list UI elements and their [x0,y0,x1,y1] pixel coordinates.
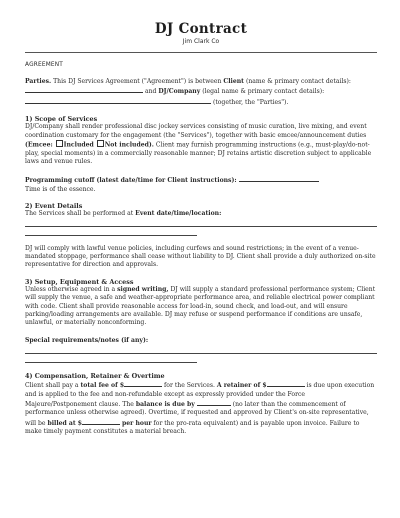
event-heading: 2) Event Details [25,201,83,210]
programming-cutoff [25,175,377,194]
compensation-text: Client shall pay a [25,382,79,390]
parties-text-2: (name & primary contact details): [245,78,351,85]
event-details-label: Event date/time/location: [135,210,222,218]
setup-text-2: DJ will supply a standard professional performance system; Client will supply the venue, a safe and weather-appropriate performance area, and reliable electrical power compliant with code. Client shall provide reasonable access for load-in, sound check, and load-out, and will ensure parking/loading arrangements are available. DJ may refuse or suspend performance if conditions are unsafe, unlawful, or materially nonconforming. [25,286,376,327]
not-included-label: Not included). [104,141,154,149]
compensation-text-5: for the pro-rata equivalent) and is payable upon invoice. Failure to make timely payment constitutes a material breach. [25,419,360,435]
billed-at-label: billed at $ [47,419,83,427]
special-requirements-label: Special requirements/notes (if any): [25,336,149,344]
retainer-label: A retainer of $ [216,382,267,390]
signed-writing-term: signed writing, [117,286,169,294]
event-details-line-1[interactable] [25,226,377,227]
company-subtitle: Jim Clark Co [182,38,220,45]
scope-heading: 1) Scope of Services [25,114,98,123]
company-term: DJ/Company [158,88,201,96]
balance-due-field[interactable] [197,399,231,406]
special-requirements [25,337,377,345]
client-term: Client [223,78,244,85]
agreement-label: AGREEMENT [25,62,64,68]
scope-paragraph [25,123,377,166]
programming-label: Programming cutoff (latest date/time for Client instructions): [25,177,237,185]
event-paragraph [25,210,377,218]
parties-and: and [144,88,157,96]
parties-paragraph [25,78,377,107]
programming-cutoff-field[interactable] [239,175,319,182]
total-fee-label: total fee of $ [80,382,125,390]
compensation-text-3: is due upon execution and is applied to the fee and non-refundable except as expressly provided under the Force Majeure/Postponement clause. The [25,382,375,409]
page-title: DJ Contract [154,21,248,37]
programming-note: Time is of the essence. [25,185,96,193]
compensation-text-4: (no later than the commencement of performance unless otherwise agreed). Overtime, if requested and approved by Client's on-site representative, will be [25,401,369,427]
emcee-included-checkbox[interactable] [56,140,63,147]
balance-label: balance is due by [135,401,195,409]
special-requirements-line-1[interactable] [25,353,377,354]
special-requirements-line-2[interactable] [25,362,197,363]
client-details-field[interactable] [25,86,143,93]
per-hour-label: per hour [121,419,152,427]
compensation-text-2: for the Services. [164,382,215,390]
compensation-paragraph [25,380,377,436]
event-compliance-paragraph: DJ will comply with lawful venue policies, including curfews and sound restrictions; in the event of a venue-mandated stoppage, performance shall cease without liability to DJ. Client shall provide a duly authorized on-site representative for direction and approvals. [25,244,376,269]
parties-lead: Parties. [25,78,52,85]
parties-text: This DJ Services Agreement ("Agreement") is between [53,78,222,85]
setup-heading: 3) Setup, Equipment & Access [25,277,134,286]
scope-text: DJ/Company shall render professional disc jockey services consisting of music curation, live mixing, and event coordination customary for the engagement (the "Services"), together with basic emcee/announcement duties [25,123,367,139]
retainer-field[interactable] [267,380,305,387]
event-details-line-2[interactable] [25,235,197,236]
compensation-heading: 4) Compensation, Retainer & Overtime [25,371,165,380]
title-divider [25,52,377,53]
emcee-label: (Emcee: [25,141,53,149]
event-text: The Services shall be performed at [25,210,134,218]
company-details-field[interactable] [25,97,211,104]
scope-text-2: Client may furnish programming instructions (e.g., must-play/do-not-play, special moments) in a commercially reasonable manner; DJ retains artistic discretion subject to applicable laws and venue rules. [25,141,372,166]
overtime-rate-field[interactable] [82,418,120,425]
emcee-not-included-checkbox[interactable] [97,140,104,147]
total-fee-field[interactable] [124,380,162,387]
included-label: Included [63,141,94,149]
parties-text-3: (legal name & primary contact details): [202,88,325,96]
parties-text-4: (together, the "Parties"). [212,98,289,106]
setup-text: Unless otherwise agreed in a [25,286,116,294]
setup-paragraph [25,286,377,327]
